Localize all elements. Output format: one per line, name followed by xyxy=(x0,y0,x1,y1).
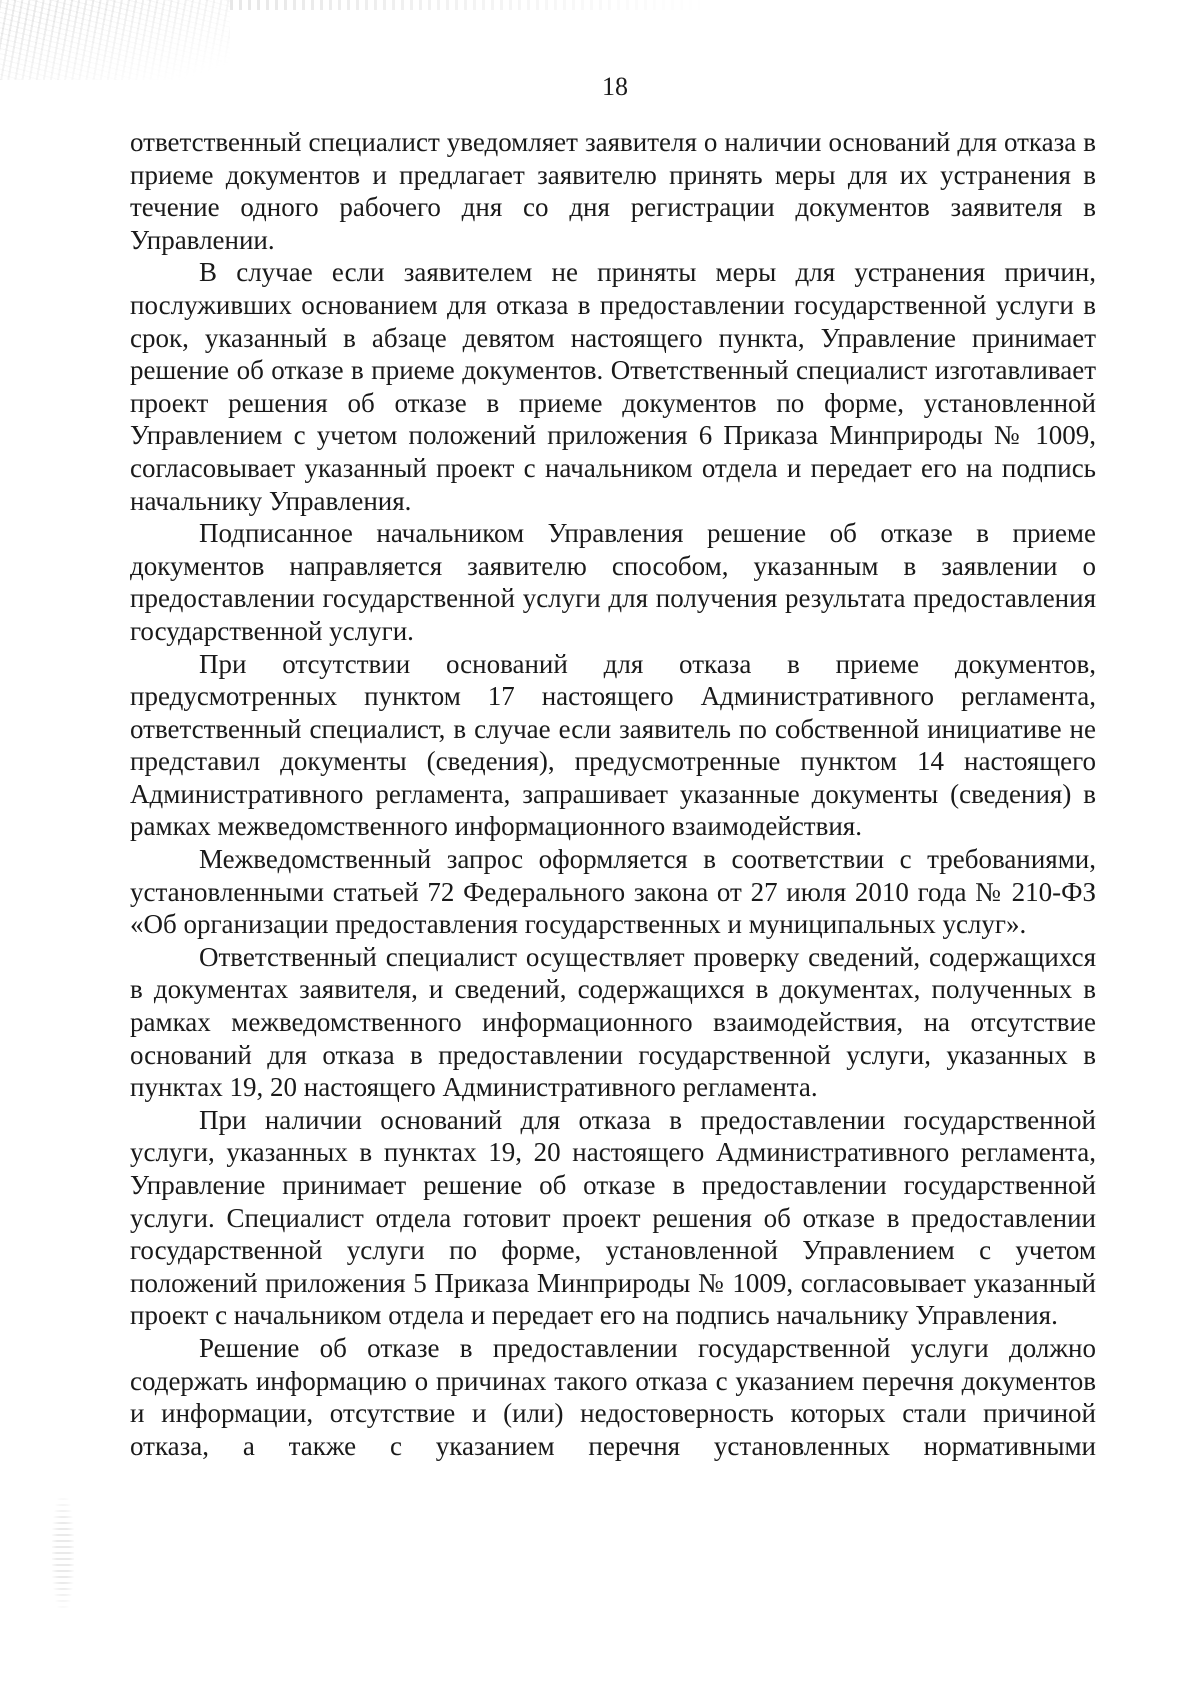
paragraph: Подписанное начальником Управления решение об отказе в приеме документов направляется заявителю способом, указанным в заявлении о предоставлении государственной услуги для получения результата предоставления государственной услуги. xyxy=(130,518,1096,646)
paragraph: Межведомственный запрос оформляется в соответствии с требованиями, установленными статьей 72 Федерального закона от 27 июля 2010 года № 210-ФЗ «Об организации предоставления государственных и муниципальных услуг». xyxy=(130,844,1096,940)
scan-artifact-top-left xyxy=(0,0,230,80)
paragraph: В случае если заявителем не приняты меры для устранения причин, послуживших основанием для отказа в предоставлении государственной услуги в срок, указанный в абзаце девятом настоящего пункта, Управление принимает решение об отказе в приеме документов. Ответственный специалист изготавливает проект решения об отказе в приеме документов по форме, установленной Управлением с учетом положений приложения 6 Приказа Минприроды № 1009, согласовывает указанный проект с начальником отдела и передает его на подпись начальнику Управления. xyxy=(130,257,1096,516)
paragraph: Ответственный специалист осуществляет проверку сведений, содержащихся в документах заявителя, и сведений, содержащихся в документах, полученных в рамках межведомственного информационного взаимодействия, на отсутствие оснований для отказа в предоставлении государственной услуги, указанных в пунктах 19, 20 настоящего Административного регламента. xyxy=(130,941,1096,1103)
paragraph: При отсутствии оснований для отказа в приеме документов, предусмотренных пунктом 17 настоящего Административного регламента, ответственный специалист, в случае если заявитель по собственной инициативе не представил документы (сведения), предусмотренные пунктом 14 настоящего Административного регламента, запрашивает указанные документы (сведения) в рамках межведомственного информационного взаимодействия. xyxy=(130,648,1096,842)
paragraph-continues-next-page: Решение об отказе в предоставлении государственной услуги должно содержать информацию о причинах такого отказа с указанием перечня документов и информации, отсутствие и (или) недостоверность которых стали причиной отказа, а также с указанием перечня установленных нормативными xyxy=(130,1332,1096,1461)
paragraph-continuation: ответственный специалист уведомляет заявителя о наличии оснований для отказа в приеме документов и предлагает заявителю принять меры для их устранения в течение одного рабочего дня со дня регистрации документов заявителя в Управлении. xyxy=(130,127,1096,255)
document-body xyxy=(130,126,1096,1462)
scan-artifact-top xyxy=(230,0,710,10)
page-number: 18 xyxy=(602,72,628,101)
paragraph: При наличии оснований для отказа в предоставлении государственной услуги, указанных в пунктах 19, 20 настоящего Административного регламента, Управление принимает решение об отказе в предоставлении государственной услуги. Специалист отдела готовит проект решения об отказе в предоставлении государственной услуги по форме, установленной Управлением с учетом положений приложения 5 Приказа Минприроды № 1009, согласовывает указанный проект с начальником отдела и передает его на подпись начальнику Управления. xyxy=(130,1104,1096,1331)
scan-artifact-left-margin xyxy=(52,1498,74,1608)
